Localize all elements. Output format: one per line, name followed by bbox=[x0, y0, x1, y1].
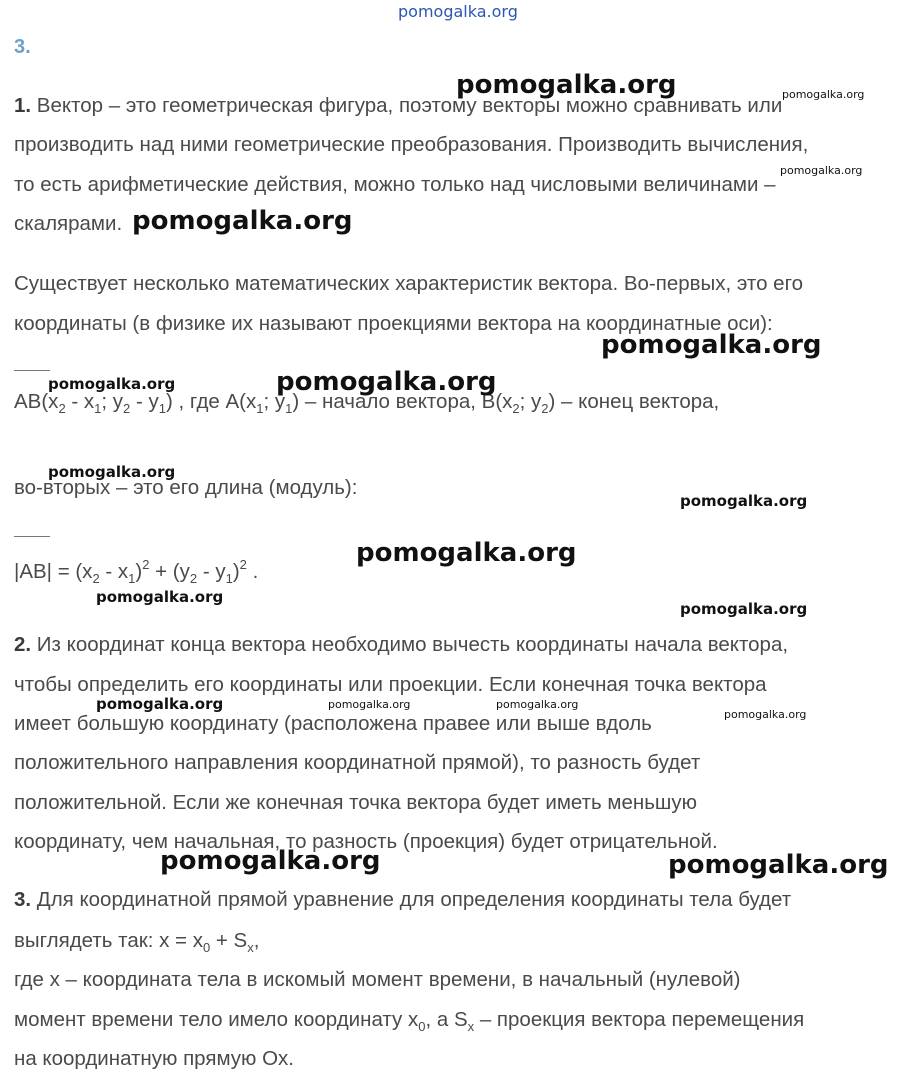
watermark: pomogalka.org bbox=[456, 70, 677, 100]
watermark: pomogalka.org bbox=[782, 88, 865, 101]
q2-number: 2. bbox=[14, 633, 32, 656]
watermark: pomogalka.org bbox=[276, 367, 497, 397]
formula-length: $|AB| = (x_2 - x_1)^2 + (y_2 - y_1)^2$ . bbox=[14, 557, 259, 586]
q1-para3: во-вторых – это его длина (модуль): bbox=[14, 476, 358, 499]
q2-line-1: 2. Из координат конца вектора необходимо вычесть координаты начала вектора, bbox=[14, 633, 789, 656]
watermark: pomogalka.org bbox=[48, 463, 176, 481]
q3-line-4: момент времени тело имело координату $x_0$, а $S_x$ – проекция вектора перемещения bbox=[14, 1008, 805, 1034]
q1-text-1: Вектор – это геометрическая фигура, поэтому векторы можно сравнивать или bbox=[31, 94, 783, 117]
watermark: pomogalka.org bbox=[668, 850, 889, 880]
q2-line-4: положительного направления координатной прямой), то разность будет bbox=[14, 751, 701, 774]
site-link[interactable]: pomogalka.org bbox=[398, 2, 518, 21]
q3-line-1: 3. Для координатной прямой уравнение для определения координаты тела будет bbox=[14, 888, 792, 911]
watermark: pomogalka.org bbox=[680, 600, 808, 618]
vector-bar bbox=[14, 370, 50, 371]
watermark: pomogalka.org bbox=[680, 492, 808, 510]
q3-line-5: на координатную прямую Ox. bbox=[14, 1047, 294, 1070]
q1-line-4: скалярами. bbox=[14, 212, 123, 235]
q2-line-6: координату, чем начальная, то разность (проекция) будет отрицательной. bbox=[14, 830, 718, 853]
watermark: pomogalka.org bbox=[601, 330, 822, 360]
q1-number: 1. bbox=[14, 94, 32, 117]
watermark: pomogalka.org bbox=[160, 846, 381, 876]
q3-line-3: где x – координата тела в искомый момент времени, в начальный (нулевой) bbox=[14, 968, 741, 991]
watermark: pomogalka.org bbox=[328, 698, 411, 711]
watermark: pomogalka.org bbox=[780, 164, 863, 177]
q2-line-5: положительной. Если же конечная точка вектора будет иметь меньшую bbox=[14, 791, 697, 814]
q1-para2-line-1: Существует несколько математических характеристик вектора. Во-первых, это его bbox=[14, 272, 804, 295]
vector-bar bbox=[14, 536, 50, 537]
q3-line-2: выглядеть так: $x = x_0 + S_x$, bbox=[14, 929, 260, 955]
q1-para2-line-2: координаты (в физике их называют проекциями вектора на координатные оси): bbox=[14, 312, 773, 335]
q2-line-3: имеет большую координату (расположена правее или выше вдоль bbox=[14, 712, 652, 735]
watermark: pomogalka.org bbox=[496, 698, 579, 711]
watermark: pomogalka.org bbox=[132, 206, 353, 236]
q1-line-2: производить над ними геометрические преобразования. Производить вычисления, bbox=[14, 133, 809, 156]
watermark: pomogalka.org bbox=[724, 708, 807, 721]
q1-line-3: то есть арифметические действия, можно только над числовыми величинами – bbox=[14, 173, 776, 196]
watermark: pomogalka.org bbox=[356, 538, 577, 568]
formula-coordinates: $AB(x_2 - x_1$; $y_2 - y_1$) , где $A(x_1$; $y_1$) – начало вектора, $B(x_2$; $y_2$) – конец вектора, bbox=[14, 390, 720, 416]
section-number: 3. bbox=[14, 36, 31, 58]
watermark: pomogalka.org bbox=[48, 375, 176, 393]
watermark: pomogalka.org bbox=[96, 588, 224, 606]
q3-number: 3. bbox=[14, 888, 32, 911]
q2-line-2: чтобы определить его координаты или проекции. Если конечная точка вектора bbox=[14, 673, 767, 696]
watermark: pomogalka.org bbox=[96, 695, 224, 713]
